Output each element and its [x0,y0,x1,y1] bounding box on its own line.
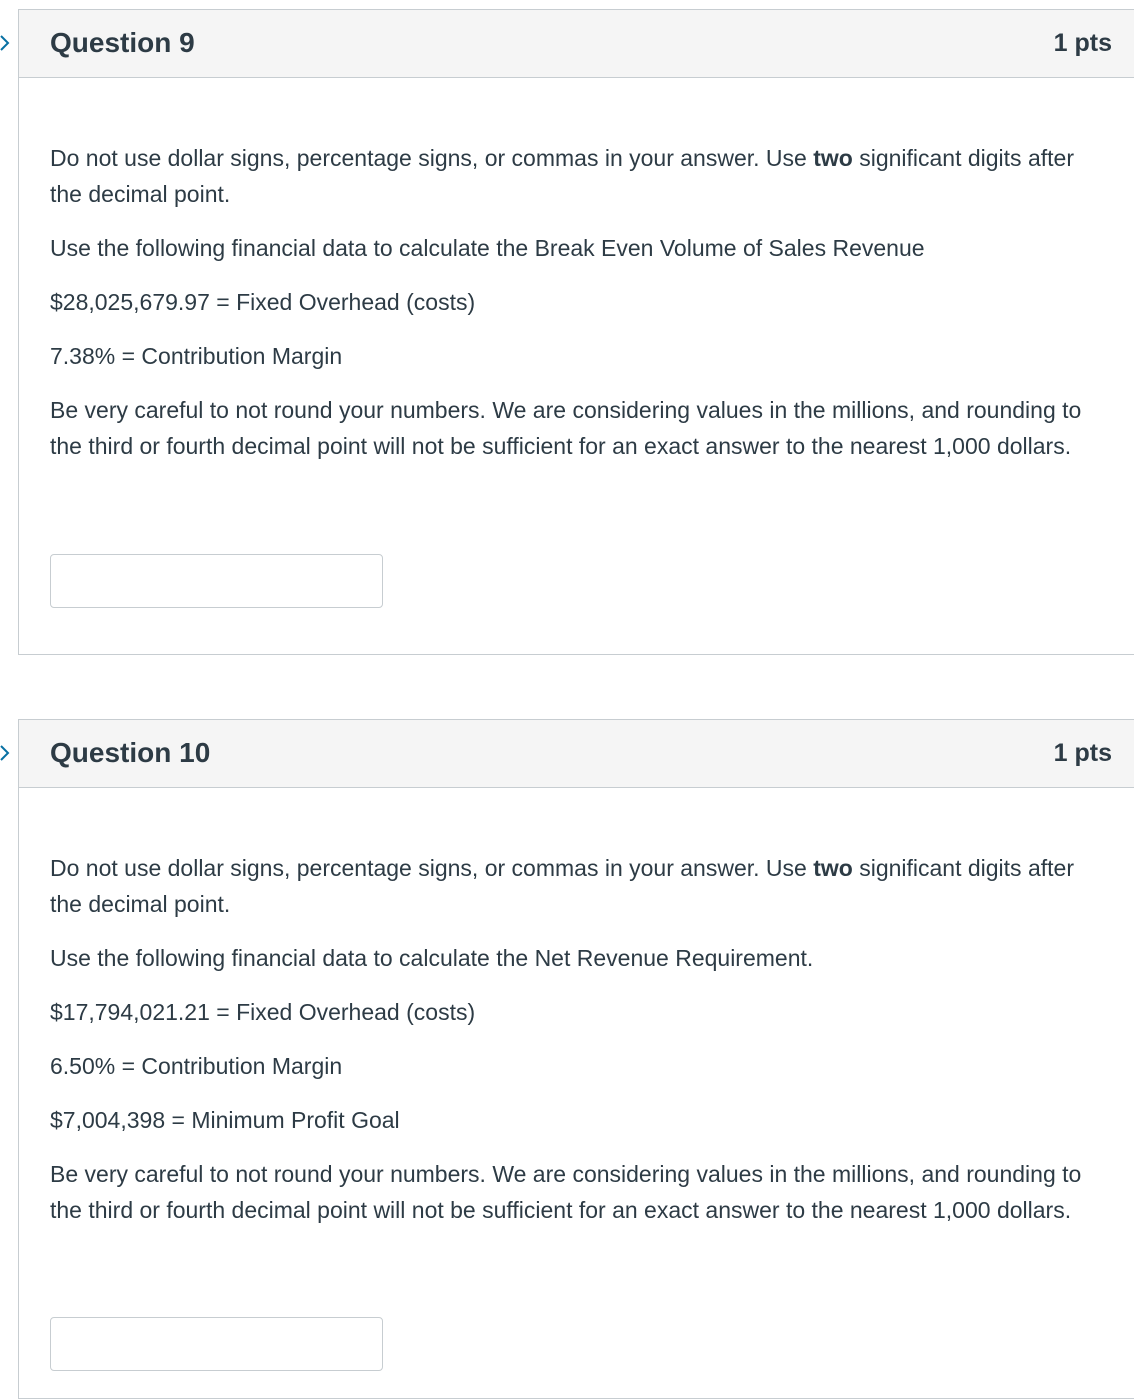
question-title: Question 10 [50,737,211,768]
data-line-contribution-margin: 6.50% = Contribution Margin [50,1053,343,1079]
instruction-bold: two [813,145,853,171]
question-points: 1 pts [1053,739,1112,767]
instruction-post: significant digits after the decimal point. [50,855,1074,917]
question-title: Question 9 [50,27,195,58]
instruction-pre: Do not use dollar signs, percentage signs, or commas in your answer. Use [50,855,814,881]
answer-input[interactable] [50,1317,383,1371]
warning-text: Be very careful to not round your numbers. We are considering values in the millions, and rounding to the third or fourth decimal point will not be sufficient for an exact answer to the nearest 1,000 dollars. [50,1161,1082,1223]
question-9 [18,9,1134,655]
data-line-fixed-overhead: $17,794,021.21 = Fixed Overhead (costs) [50,999,476,1025]
answer-input[interactable] [50,554,383,608]
instruction-text [50,850,1110,922]
chevron-right-icon[interactable] [0,33,10,53]
instruction-post: significant digits after the decimal point. [50,145,1074,207]
prompt-text: Use the following financial data to calculate the Net Revenue Requirement. [50,945,814,971]
question-header [19,10,1134,78]
data-line-contribution-margin: 7.38% = Contribution Margin [50,343,343,369]
data-line-minimum-profit-goal: $7,004,398 = Minimum Profit Goal [50,1107,400,1133]
data-line-fixed-overhead: $28,025,679.97 = Fixed Overhead (costs) [50,289,476,315]
question-10 [18,719,1134,1399]
question-text [50,140,1110,482]
instruction-text [50,140,1110,212]
instruction-pre: Do not use dollar signs, percentage signs, or commas in your answer. Use [50,145,814,171]
question-header [19,720,1134,788]
question-text [50,850,1110,1246]
instruction-bold: two [813,855,853,881]
prompt-text: Use the following financial data to calculate the Break Even Volume of Sales Revenue [50,235,925,261]
chevron-right-icon[interactable] [0,743,10,763]
warning-text: Be very careful to not round your numbers. We are considering values in the millions, and rounding to the third or fourth decimal point will not be sufficient for an exact answer to the nearest 1,000 dollars. [50,397,1082,459]
question-points: 1 pts [1053,29,1112,57]
